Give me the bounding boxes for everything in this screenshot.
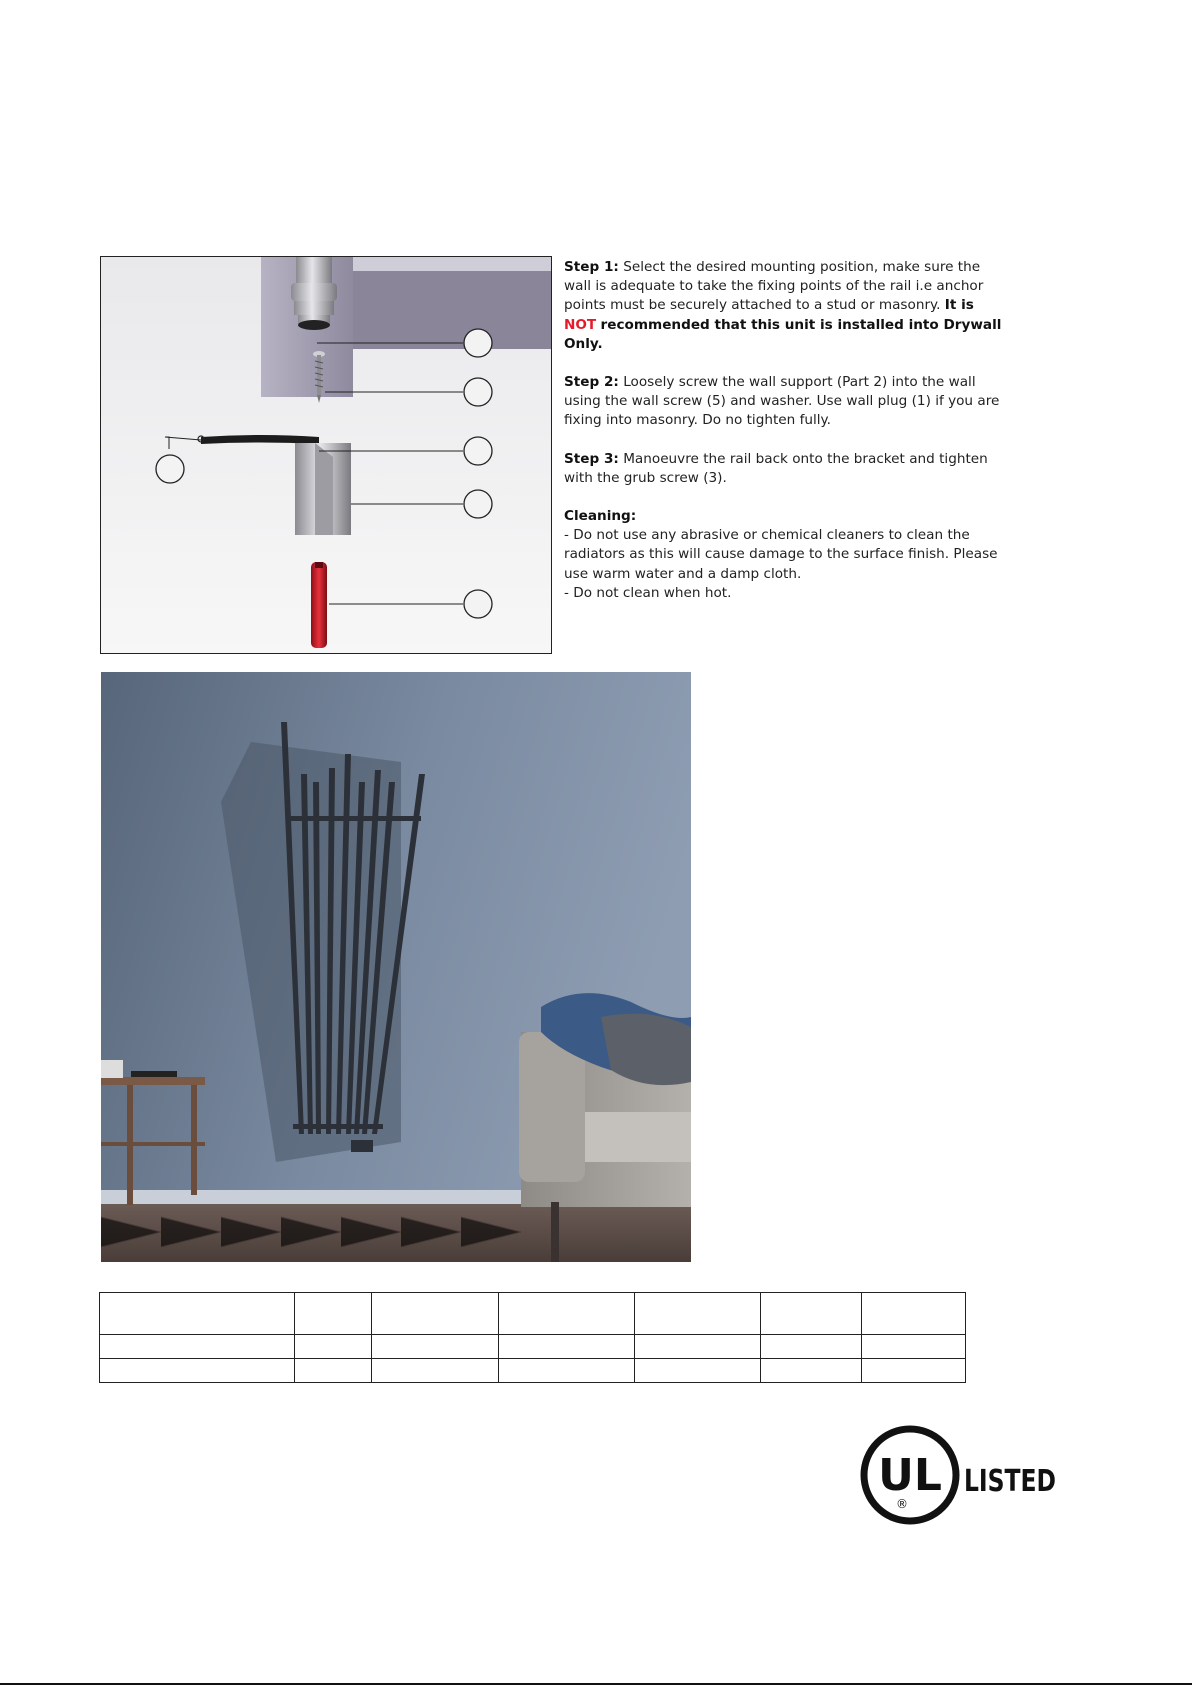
- callout-circle: [464, 437, 492, 465]
- room-photo: [101, 672, 691, 1262]
- table-cell: [862, 1293, 966, 1335]
- cleaning-section: [564, 507, 1010, 603]
- step-3: [564, 450, 1010, 488]
- cleaning-item: - Do not clean when hot.: [564, 584, 732, 601]
- step-title: Step 1:: [564, 259, 619, 275]
- table-cell: [372, 1359, 499, 1383]
- table-cell: [761, 1335, 862, 1359]
- table-cell: [862, 1359, 966, 1383]
- callout-circle: [464, 378, 492, 406]
- callout-circle: [464, 590, 492, 618]
- table-cell: [295, 1293, 372, 1335]
- table-cell: [100, 1293, 295, 1335]
- table-row: [100, 1359, 966, 1383]
- cleaning-item: - Do not use any abrasive or chemical cleaners to clean the radiators as this will cause damage to the surface finish. Please use warm water and a damp cloth.: [564, 527, 998, 582]
- warning-tail: recommended that this unit is installed into Drywall Only.: [564, 316, 1002, 352]
- installation-instructions: [564, 258, 1010, 622]
- table-cell: [372, 1335, 499, 1359]
- table-cell: [100, 1359, 295, 1383]
- step-title: Step 2:: [564, 374, 619, 391]
- cleaning-title: Cleaning:: [564, 508, 637, 525]
- callout-circle: [464, 490, 492, 518]
- table-cell: [761, 1359, 862, 1383]
- spec-table: [99, 1292, 966, 1383]
- wall-block: [353, 271, 552, 349]
- table-cell: [295, 1335, 372, 1359]
- step-title: Step 3:: [564, 450, 619, 467]
- ul-listed-logo: [860, 1424, 1060, 1526]
- table-cell: [635, 1335, 761, 1359]
- installation-diagram: [100, 256, 552, 654]
- table-cell: [372, 1293, 499, 1335]
- callout-circle: [464, 329, 492, 357]
- table-cell: [635, 1359, 761, 1383]
- table-cell: [499, 1293, 635, 1335]
- warning-word: NOT: [564, 316, 597, 333]
- table-cell: [761, 1293, 862, 1335]
- table-cell: [499, 1359, 635, 1383]
- table-row: [100, 1335, 966, 1359]
- ul-mark-icon: [860, 1424, 1060, 1526]
- warning-lead: It is: [944, 297, 974, 314]
- callout-circle: [156, 455, 184, 483]
- table-cell: [499, 1335, 635, 1359]
- table-cell: [295, 1359, 372, 1383]
- exploded-parts-illustration: [101, 257, 552, 654]
- listed-label: LISTED: [964, 1464, 1056, 1499]
- step-text: Loosely screw the wall support (Part 2) into the wall using the wall screw (5) and washer. Use wall plug (1) if you are fixing into masonry. Do no tighten fully.: [564, 374, 1000, 429]
- step-text: Select the desired mounting position, make sure the wall is adequate to take the fixing points of the rail i.e anchor points must be securely attached to a stud or masonry.: [564, 259, 984, 314]
- table-cell: [635, 1293, 761, 1335]
- table-cell: [862, 1335, 966, 1359]
- table-cell: [100, 1335, 295, 1359]
- wall-plug: [311, 562, 327, 648]
- table-header-row: [100, 1293, 966, 1335]
- step-1: [564, 258, 1010, 354]
- step-text: Manoeuvre the rail back onto the bracket and tighten with the grub screw (3).: [564, 450, 988, 486]
- ul-mark-text: UL: [878, 1450, 942, 1501]
- step-2: [564, 373, 1010, 431]
- radiator-room-scene: [101, 672, 691, 1262]
- registered-mark: ®: [896, 1497, 908, 1511]
